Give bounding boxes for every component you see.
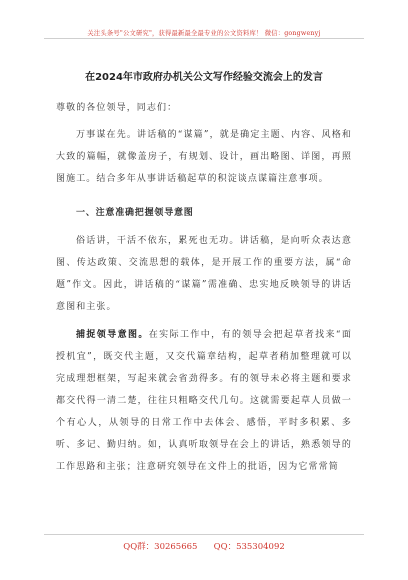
footer-divider <box>44 534 364 535</box>
section-heading-1: 一、注意准确把握领导意图 <box>76 208 194 218</box>
header-divider <box>44 38 364 39</box>
header-note: 关注头条号"公文研究"，获得最新最全最专业的公文资料库！ 微信：gongwenyj <box>87 30 321 37</box>
paragraph-capture-intent <box>56 324 352 478</box>
paragraph-section1: 俗话讲，干活不依东，累死也无功。讲话稿，是向听众表达意图、传达政策、交流思想的载体，是开展工作的重要方法，属“命题”作文。因此，讲话稿的“谋篇”需准确、忠实地反映领导的讲话意图和主张。 <box>56 236 352 312</box>
document-body <box>56 68 352 478</box>
paragraph-lead: 捕捉领导意图。 <box>76 330 149 340</box>
paragraph-intro: 万事谋在先。讲话稿的“谋篇”，就是确定主题、内容、风格和大致的篇幅，就像盖房子，有规划、设计，画出略图、详图，再照图施工。结合多年从事讲话稿起草的积淀谈点谋篇注意事项。 <box>56 130 352 184</box>
document-title: 在2024年市政府办机关公文写作经验交流会上的发言 <box>85 72 323 83</box>
footer-contact: QQ群：30265665 QQ：535304092 <box>123 542 285 552</box>
salutation: 尊敬的各位领导，同志们： <box>56 103 178 113</box>
paragraph-body: 在实际工作中，有的领导会把起草者找来“面授机宜”，既交代主题，又交代篇章结构，起草者稍加整理就可以完成理想框架，写起来就会省劲得多。有的领导未必将主题和要求都交代得一清二楚，往往只粗略交代几句。这就需要起草人员做一个有心人，从领导的日常工作中去体会、感悟，平时多积累、多听、多记、勤归纳。如，认真听取领导在会上的讲话，熟悉领导的工作思路和主张；注意研究领导在文件上的批语，因为它常常简 <box>56 330 353 472</box>
